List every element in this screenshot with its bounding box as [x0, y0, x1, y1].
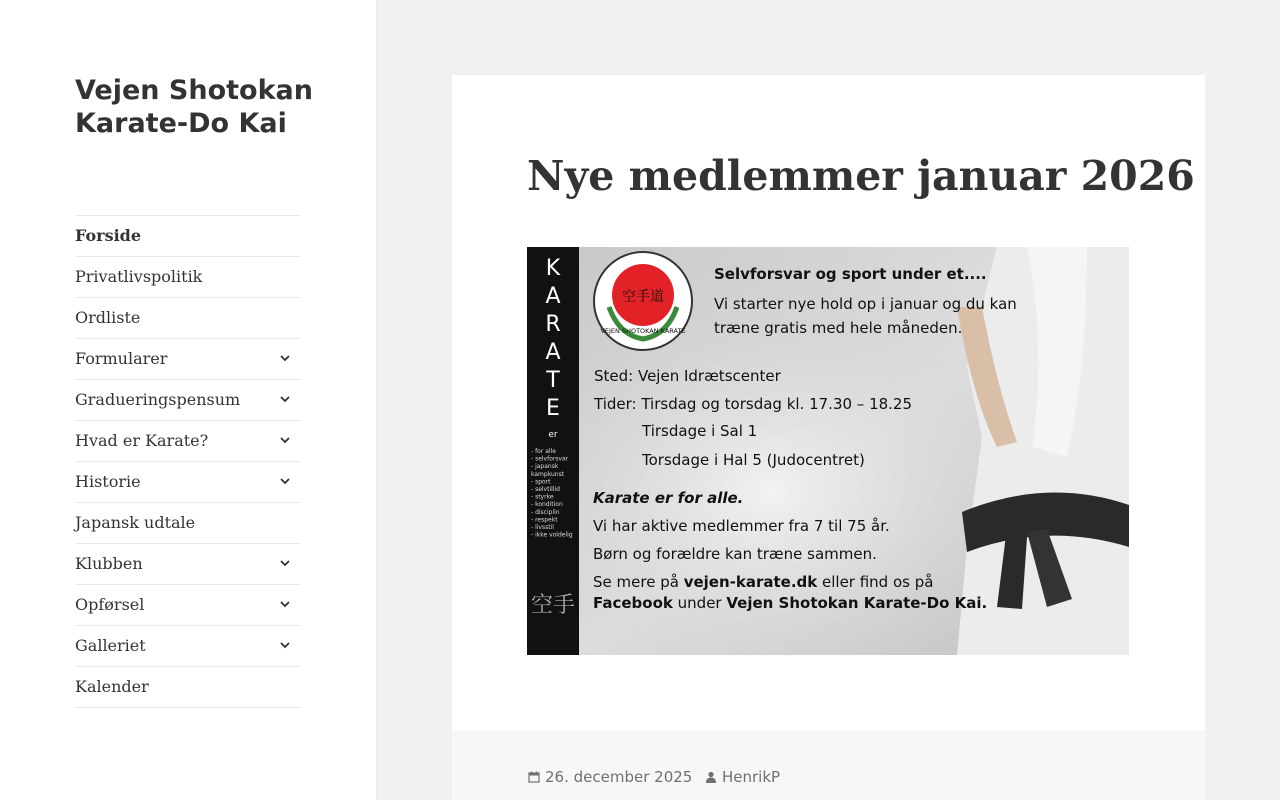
- side-list-item: - japansk: [531, 463, 559, 471]
- nav-item-label: Hvad er Karate?: [75, 431, 209, 450]
- sidebar: [0, 0, 376, 800]
- chevron-down-icon[interactable]: [279, 476, 291, 486]
- nav-item-label: Privatlivspolitik: [75, 267, 203, 286]
- calendar-icon: [528, 771, 540, 783]
- nav-item-label: Japansk udtale: [75, 513, 196, 532]
- side-list-item: - respekt: [531, 516, 558, 524]
- side-list-item: - for alle: [531, 448, 556, 455]
- logo-kanji: 空手道: [622, 289, 664, 305]
- banner-family: Børn og forældre kan træne sammen.: [593, 545, 877, 563]
- person-icon: [705, 771, 717, 783]
- nav-item-ordliste[interactable]: [75, 298, 301, 339]
- chevron-down-icon[interactable]: [279, 435, 291, 445]
- chevron-down-icon[interactable]: [279, 394, 291, 404]
- banner-members: Vi har aktive medlemmer fra 7 til 75 år.: [593, 517, 890, 535]
- side-kanji: 空手: [530, 593, 576, 618]
- side-list-item: - kondition: [531, 501, 563, 509]
- post-title: Nye medlemmer januar 2026: [527, 152, 1195, 200]
- karate-letter: A: [545, 340, 561, 365]
- nav-item-forside[interactable]: [75, 216, 301, 257]
- chevron-down-icon[interactable]: [279, 599, 291, 609]
- side-sub-text: er: [548, 430, 558, 440]
- nav-item-galleriet[interactable]: [75, 626, 301, 667]
- nav-item-label: Galleriet: [75, 636, 146, 655]
- club-logo: [594, 252, 692, 350]
- side-list-item: - styrke: [531, 493, 554, 501]
- karate-letter: T: [546, 368, 560, 393]
- post-footer: [452, 730, 1205, 800]
- banner-line1: Vi starter nye hold op i januar og du kan: [714, 295, 1017, 313]
- nav-item-label: Historie: [75, 472, 141, 491]
- side-list-item: - ikke voldelig: [531, 531, 573, 539]
- site-title[interactable]: Vejen Shotokan Karate-Do Kai: [75, 75, 313, 139]
- nav-item-label: Opførsel: [75, 595, 145, 614]
- banner-see-more: Se mere på vejen-karate.dk eller find os på: [593, 573, 934, 591]
- nav-item-klubben[interactable]: [75, 544, 301, 585]
- side-list-item: kampkunst: [531, 470, 565, 478]
- logo-text: VEJEN SHOTOKAN KARATE: [600, 327, 686, 335]
- karate-letter: E: [546, 396, 560, 421]
- nav-item-label: Formularer: [75, 349, 168, 368]
- nav-item-gradueringspensum[interactable]: [75, 380, 301, 421]
- banner-facebook: Facebook under Vejen Shotokan Karate-Do Kai.: [593, 594, 988, 612]
- chevron-down-icon[interactable]: [279, 353, 291, 363]
- banner-headline: Selvforsvar og sport under et....: [714, 265, 987, 283]
- post-date-label[interactable]: 26. december 2025: [545, 768, 693, 786]
- chevron-down-icon[interactable]: [279, 640, 291, 650]
- banner-tuesday: Tirsdage i Sal 1: [642, 422, 758, 440]
- nav-item-kalender[interactable]: [75, 667, 301, 708]
- post-article: [452, 75, 1205, 730]
- chevron-down-icon[interactable]: [279, 558, 291, 568]
- nav-item-formularer[interactable]: [75, 339, 301, 380]
- nav-item-historie[interactable]: [75, 462, 301, 503]
- post-author[interactable]: [705, 768, 780, 786]
- post-author-label[interactable]: HenrikP: [722, 768, 781, 786]
- banner-place: Sted: Vejen Idrætscenter: [594, 367, 781, 385]
- nav-item-hvad-er-karate[interactable]: [75, 421, 301, 462]
- banner-line2: træne gratis med hele måneden.: [714, 319, 963, 337]
- main-navigation: [75, 215, 301, 708]
- post-date[interactable]: [528, 768, 692, 786]
- nav-item-label: Gradueringspensum: [75, 390, 241, 409]
- banner-thursday: Torsdage i Hal 5 (Judocentret): [642, 451, 865, 469]
- side-list-item: - livsstil: [531, 524, 554, 531]
- karate-letter: K: [545, 256, 561, 281]
- nav-item-label: Ordliste: [75, 308, 141, 327]
- karate-letter: R: [545, 312, 561, 337]
- side-list-item: - selvtillid: [531, 486, 560, 493]
- nav-item-opførsel[interactable]: [75, 585, 301, 626]
- nav-item-label: Kalender: [75, 677, 149, 696]
- post-featured-image[interactable]: [527, 247, 1129, 655]
- banner-tagline: Karate er for alle.: [593, 489, 744, 507]
- nav-item-label: Forside: [75, 226, 142, 245]
- nav-item-privatlivspolitik[interactable]: [75, 257, 301, 298]
- banner-times: Tider: Tirsdag og torsdag kl. 17.30 – 18.25: [594, 395, 913, 413]
- karate-letter: A: [545, 284, 561, 309]
- side-list-item: - disciplin: [531, 508, 560, 516]
- nav-item-label: Klubben: [75, 554, 143, 573]
- side-list-item: - selvforsvar: [531, 455, 569, 463]
- side-list-item: - sport: [531, 478, 551, 486]
- nav-item-japansk-udtale[interactable]: [75, 503, 301, 544]
